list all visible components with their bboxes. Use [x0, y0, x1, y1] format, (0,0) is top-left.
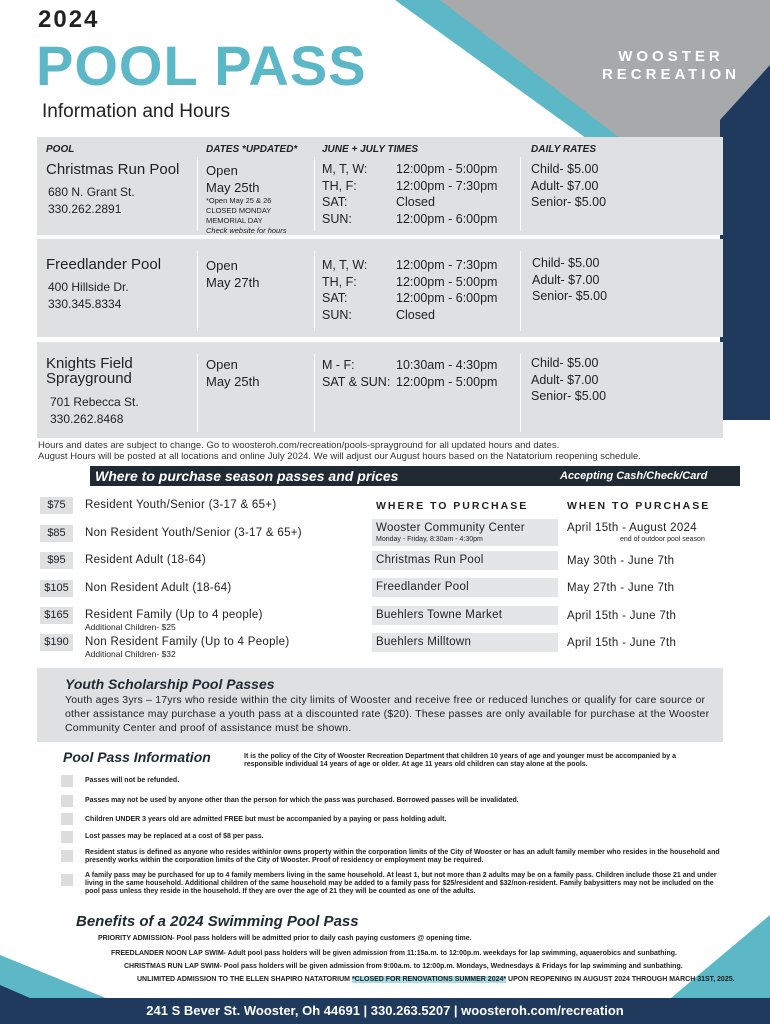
day-label: M - F: — [322, 358, 355, 372]
where-heading: WHERE TO PURCHASE — [376, 500, 529, 512]
footer-contact: 241 S Bever St. Wooster, Oh 44691 | 330.263.5207 | woosteroh.com/recreation — [146, 1003, 624, 1018]
price-desc: Non Resident Youth/Senior (3-17 & 65+) — [85, 527, 302, 539]
rule-item: Passes will not be refunded. — [85, 777, 180, 784]
where-location: Freedlander Pool — [372, 578, 558, 597]
pool-name: Freedlander Pool — [46, 256, 162, 273]
pool-rates — [531, 161, 606, 211]
rule-item: Resident status is defined as anyone who resides within/or owns property within the corporation limits of the City of Wooster or has an adult family member who resides in the household and presently works within the corporation limits of the City of Wooster. Proof of residency or employment may be required. — [85, 849, 720, 864]
benefit-text: UNLIMITED ADMISSION TO THE ELLEN SHAPIRO NATATORIUM — [137, 976, 352, 983]
youth-title: Youth Scholarship Pool Passes — [65, 676, 275, 692]
pool-dates-open: Open — [206, 163, 238, 178]
day-label: SUN: — [322, 211, 352, 226]
rate-value: Senior- $5.00 — [532, 289, 608, 303]
col-head-dates: DATES *UPDATED* — [206, 144, 298, 155]
day-label: TH, F: — [322, 178, 357, 193]
pool-name-line-2: Sprayground — [46, 370, 132, 387]
time-value: 12:00pm - 6:00pm — [396, 211, 498, 226]
time-value: 12:00pm - 7:30pm — [396, 258, 498, 272]
pool-days — [322, 257, 367, 323]
pool-times — [396, 257, 497, 323]
rule-item: A family pass may be purchased for up to 4 family members living in the same household. At least 1, but not more than 2 adults may be on a family pass. Children include those 21 and under living in the same household. Additional children of the same household may be added to a family pass for $25/resident and $32/non-resident. Family babysitters may not be included on the pool pass unless they reside in the household. If they are over the age of 21 they will be counted as one of the adults. — [85, 872, 717, 895]
price-badge: $105 — [40, 580, 73, 597]
benefit-item: CHRISTMAS RUN LAP SWIM- Pool pass holders will be given admission from 9:00a.m. to 12:00p.m. Mondays, Wednesdays & Fridays for lap swimming and sunbathing. — [124, 963, 683, 970]
rate-value: Child- $5.00 — [531, 162, 599, 176]
col-head-times: JUNE + JULY TIMES — [322, 144, 419, 155]
rate-value: Child- $5.00 — [532, 256, 600, 270]
benefit-item: PRIORITY ADMISSION- Pool pass holders will be admitted prior to daily cash paying customers @ opening time. — [98, 935, 472, 942]
pool-dates-note-2: CLOSED MONDAY — [206, 206, 272, 215]
pool-dates-open: Open — [206, 258, 238, 273]
notice-line-2: August Hours will be posted at all locations and online July 2024. We will adjust our August hours based on the Natatorium reopening schedule. — [38, 451, 641, 462]
price-desc: Resident Youth/Senior (3-17 & 65+) — [85, 499, 277, 511]
price-desc: Non Resident Adult (18-64) — [85, 582, 232, 594]
when-dates: May 27th - June 7th — [567, 582, 675, 594]
pool-days — [322, 161, 367, 227]
bullet-box — [61, 795, 73, 807]
bullet-box — [61, 874, 73, 886]
pool-days — [322, 357, 390, 390]
time-value: 12:00pm - 5:00pm — [396, 274, 498, 289]
price-badge: $95 — [40, 552, 73, 569]
page-title: POOL PASS — [36, 34, 367, 97]
where-location: Christmas Run Pool — [372, 551, 558, 570]
benefit-text: UPON REOPENING IN AUGUST 2024 THROUGH MARCH 31ST, 2025. — [506, 976, 735, 983]
pool-address: 701 Rebecca St. — [50, 395, 139, 409]
pool-panel-freedlander — [37, 239, 723, 337]
rate-value: Adult- $7.00 — [531, 178, 599, 193]
pool-phone: 330.345.8334 — [48, 297, 122, 311]
when-heading: WHEN TO PURCHASE — [567, 500, 711, 512]
pool-dates-day: May 25th — [206, 180, 260, 195]
time-value: 12:00pm - 5:00pm — [396, 162, 498, 176]
closed-highlight: *CLOSED FOR RENOVATIONS SUMMER 2024* — [351, 976, 507, 983]
where-location: Buehlers Milltown — [372, 633, 558, 652]
day-label: SUN: — [322, 307, 352, 322]
pool-dates-open: Open — [206, 357, 238, 372]
rate-value: Senior- $5.00 — [531, 389, 607, 403]
logo-line-2: RECREATION — [601, 66, 740, 83]
pool-dates-note-4: Check website for hours — [206, 226, 287, 235]
pool-rates — [532, 255, 607, 305]
year-label: 2024 — [38, 6, 100, 33]
benefit-item: FREEDLANDER NOON LAP SWIM- Adult pool pass holders will be given admission from 11:15a.m. to 12:00p.m. weekdays for lap swimming, aquaerobics and sunbathing. — [111, 950, 677, 957]
where-location: Buehlers Towne Market — [372, 606, 558, 625]
age-policy: It is the policy of the City of Wooster Recreation Department that children 10 years of age and younger must be accompanied by a responsible individual 14 years of age or older. At age 11 years old children can stay alone at the pools. — [244, 753, 677, 768]
day-label: M, T, W: — [322, 258, 368, 272]
benefits-title: Benefits of a 2024 Swimming Pool Pass — [76, 913, 359, 930]
when-dates: April 15th - August 2024 — [567, 522, 697, 534]
pool-phone: 330.262.2891 — [48, 202, 122, 216]
time-value: Closed — [396, 195, 435, 209]
when-dates: May 30th - June 7th — [567, 555, 675, 567]
rule-item: Passes may not be used by anyone other than the person for which the pass was purchased. Borrowed passes will be invalidated. — [85, 797, 519, 804]
rate-value: Adult- $7.00 — [531, 372, 599, 387]
notice-line-1: Hours and dates are subject to change. Go to woosteroh.com/recreation/pools-sprayground for all updated hours and dates. — [38, 440, 560, 451]
price-desc: Resident Family (Up to 4 people) — [85, 609, 263, 621]
where-name: Wooster Community Center — [376, 522, 525, 534]
when-note: end of outdoor pool season — [620, 536, 705, 543]
col-head-rates: DAILY RATES — [531, 144, 597, 155]
rate-value: Senior- $5.00 — [531, 195, 607, 209]
bullet-box — [61, 831, 73, 843]
price-badge: $190 — [40, 634, 73, 651]
pool-dates-note-1: *Open May 25 & 26 — [206, 196, 272, 205]
time-value: 12:00pm - 6:00pm — [396, 291, 498, 305]
time-value: Closed — [396, 307, 435, 322]
day-label: SAT & SUN: — [322, 374, 391, 389]
pool-phone: 330.262.8468 — [50, 412, 124, 426]
pool-address: 680 N. Grant St. — [48, 185, 135, 199]
time-value: 12:00pm - 7:30pm — [396, 178, 498, 193]
price-badge: $165 — [40, 607, 73, 624]
pool-dates-note-3: MEMORIAL DAY — [206, 216, 263, 225]
day-label: TH, F: — [322, 274, 357, 289]
youth-body: Youth ages 3yrs – 17yrs who reside within the city limits of Wooster and receive free or reduced lunches or qualify for care source or other assistance may purchase a youth pass at a discounted rate ($20). These passes are only available for purchase at the Wooster Community Center and proof of assistance must be shown. — [65, 694, 710, 734]
pool-times — [396, 357, 497, 390]
where-hours: Monday - Friday, 8:30am - 4:30pm — [376, 536, 483, 543]
price-sub: Additional Children- $25 — [85, 622, 176, 632]
payment-methods: Accepting Cash/Check/Card — [560, 470, 708, 482]
bullet-box — [61, 775, 73, 787]
day-label: M, T, W: — [322, 162, 368, 176]
rate-value: Adult- $7.00 — [532, 272, 600, 287]
when-dates: April 15th - June 7th — [567, 637, 677, 649]
rule-item: Lost passes may be replaced at a cost of $8 per pass. — [85, 833, 264, 840]
pool-dates-day: May 25th — [206, 374, 260, 389]
logo-line-1: WOOSTER — [618, 48, 724, 65]
page-subtitle: Information and Hours — [42, 101, 230, 122]
pool-dates-day: May 27th — [206, 275, 260, 290]
time-value: 12:00pm - 5:00pm — [396, 374, 498, 389]
price-badge: $85 — [40, 525, 73, 542]
day-label: SAT: — [322, 195, 348, 209]
pool-times — [396, 161, 497, 227]
price-desc: Resident Adult (18-64) — [85, 554, 207, 566]
time-value: 10:30am - 4:30pm — [396, 358, 498, 372]
pool-name: Christmas Run Pool — [46, 161, 180, 178]
pool-rates — [531, 355, 606, 405]
when-dates: April 15th - June 7th — [567, 610, 677, 622]
price-desc: Non Resident Family (Up to 4 People) — [85, 636, 290, 648]
price-badge: $75 — [40, 497, 73, 514]
day-label: SAT: — [322, 291, 348, 305]
benefit-item — [137, 976, 735, 983]
pool-address: 400 Hillside Dr. — [48, 280, 129, 294]
rate-value: Child- $5.00 — [531, 356, 599, 370]
bullet-box — [61, 850, 73, 862]
pool-name-line-1: Knights Field — [46, 355, 133, 372]
purchase-heading: Where to purchase season passes and prices — [95, 468, 399, 484]
price-sub: Additional Children- $32 — [85, 649, 176, 659]
rule-item: Children UNDER 3 years old are admitted FREE but must be accompanied by a paying or pass holding adult. — [85, 816, 447, 823]
info-title: Pool Pass Information — [63, 749, 211, 765]
bullet-box — [61, 813, 73, 825]
hours-notice — [38, 440, 641, 462]
col-head-pool: POOL — [46, 144, 75, 155]
wooster-recreation-logo — [602, 48, 740, 84]
